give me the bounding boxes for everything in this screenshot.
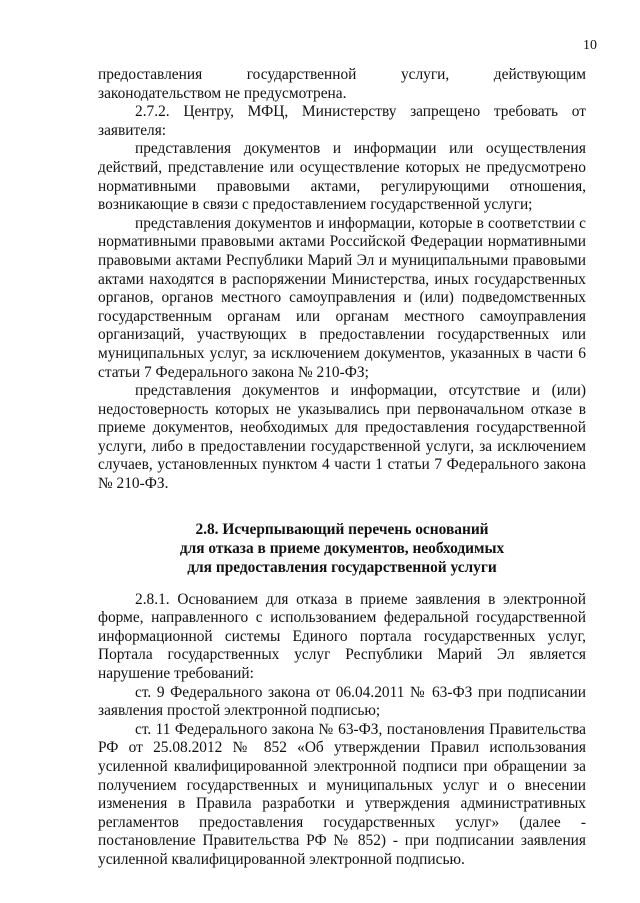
heading-line-3: для предоставления государственной услуги bbox=[187, 558, 497, 576]
paragraph-article-9: ст. 9 Федерального закона от 06.04.2011 № 63-ФЗ при подписании заявления простой электронной подписью; bbox=[98, 683, 586, 720]
paragraph-2-8-1: 2.8.1. Основанием для отказа в приеме заявления в электронной форме, направленного с использованием федеральной государственной информационной системы Единого портала государственных услуг, Портала государственных услуг Республики Марий Эл является нарушение требований: bbox=[98, 590, 586, 683]
heading-line-2: для отказа в приеме документов, необходимых bbox=[179, 539, 505, 557]
document-body bbox=[98, 66, 586, 870]
paragraph-2-7-2: 2.7.2. Центру, МФЦ, Министерству запрещено требовать от заявителя: bbox=[98, 103, 586, 139]
section-heading-2-8 bbox=[98, 520, 586, 577]
paragraph-continuation: предоставления государственной услуги, действующим законодательством не предусмотрена. bbox=[98, 66, 586, 102]
paragraph-requirement-documents: представления документов и информации, которые в соответствии с нормативными правовыми актами Российской Федерации нормативными правовыми актами Республики Марий Эл и муниципальными правовыми актами находятся в распоряжении Министерства, иных государственных органов, органов местного самоуправления и (или) подведомственных государственным органам или органам местного самоуправления организаций, участвующих в предоставлении государственных или муниципальных услуг, за исключением документов, указанных в части 6 статьи 7 Федерального закона № 210-ФЗ; bbox=[98, 214, 586, 381]
paragraph-article-11: ст. 11 Федерального закона № 63-ФЗ, постановления Правительства РФ от 25.08.2012 № 852 «Об утверждении Правил использования усиленной квалифицированной электронной подписи при обращении за получением государственных и муниципальных услуг и о внесении изменения в Правила разработки и утверждения административных регламентов предоставления государственных услуг» (далее - постановление Правительства РФ № 852) - при подписании заявления усиленной квалифицированной электронной подписью. bbox=[98, 720, 586, 868]
page-number: 10 bbox=[583, 38, 597, 53]
paragraph-requirement-actions: представления документов и информации или осуществления действий, представление или осуществление которых не предусмотрено нормативными правовыми актами, регулирующими отношения, возникающие в связи с предоставлением государственной услуги; bbox=[98, 140, 586, 214]
paragraph-requirement-initial-refusal: представления документов и информации, отсутствие и (или) недостоверность которых не указывались при первоначальном отказе в приеме документов, необходимых для предоставления государственной услуги, либо в предоставлении государственной услуги, за исключением случаев, установленных пунктом 4 части 1 статьи 7 Федерального закона № 210-ФЗ. bbox=[98, 382, 586, 493]
heading-line-1: 2.8. Исчерпывающий перечень оснований bbox=[195, 520, 489, 538]
